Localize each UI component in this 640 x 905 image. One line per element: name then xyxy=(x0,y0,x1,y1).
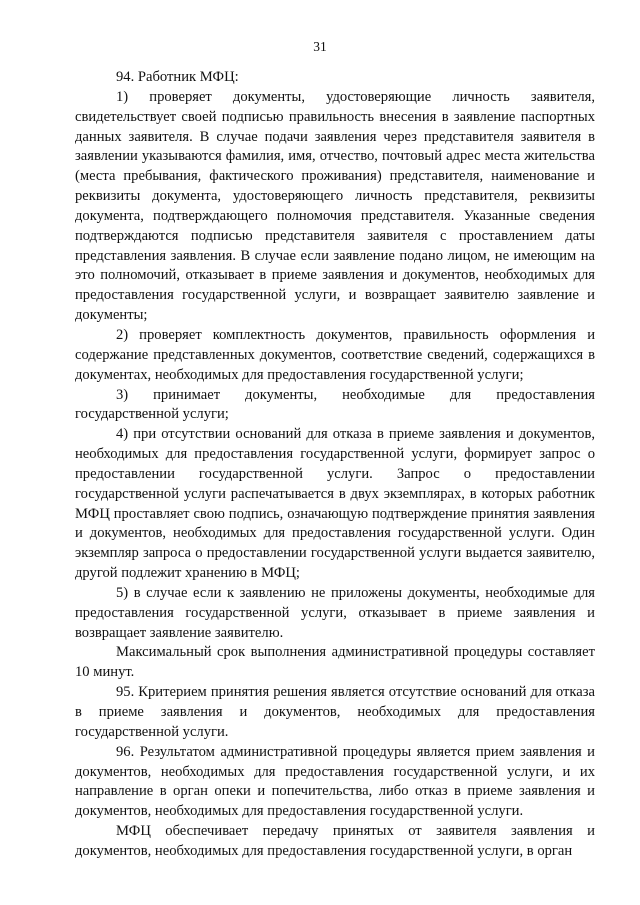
paragraph-item-3: 3) принимает документы, необходимые для предоставления государственной услуги; xyxy=(75,386,595,423)
paragraph-item-4: 4) при отсутствии оснований для отказа в приеме заявления и документов, необходимых для предоставления государственной услуги, формирует запрос о предоставлении государственной услуги. Запрос о предоставлении государственной услуги распечатывается в двух экземплярах, в которых работник МФЦ проставляет свою подпись, означающую подтверждение принятия заявления и документов, необходимых для предоставления государственной услуги. Один экземпляр запроса о предоставлении государственной услуги выдается заявителю, другой подлежит хранению в МФЦ; xyxy=(75,426,595,582)
paragraph-item-2: 2) проверяет комплектность документов, правильность оформления и содержание представленных документов, соответствие сведений, содержащихся в документах, необходимых для предоставления государственной услуги; xyxy=(75,326,595,383)
paragraph-95: 95. Критерием принятия решения является отсутствие оснований для отказа в приеме заявления и документов, необходимых для предоставления государственной услуги. xyxy=(75,684,595,740)
document-body xyxy=(75,68,595,862)
paragraph-max-duration: Максимальный срок выполнения административной процедуры составляет 10 минут. xyxy=(75,644,595,681)
page-number: 31 xyxy=(313,39,327,54)
paragraph-94-heading: 94. Работник МФЦ: xyxy=(116,69,239,85)
paragraph-item-1: 1) проверяет документы, удостоверяющие личность заявителя, свидетельствует своей подписью правильность внесения в заявление паспортных данных заявителя. В случае подачи заявления через представителя заявителя в заявлении указываются фамилия, имя, отчество, почтовый адрес места жительства (места пребывания, фактического проживания) представителя, наименование и реквизиты документа, удостоверяющего личность представителя, реквизиты документа, подтверждающего полномочия представителя. Указанные сведения подтверждаются подписью представителя заявителя с проставлением даты представления заявления. В случае если заявление подано лицом, не имеющим на это полномочий, отказывает в приеме заявления и документов, необходимых для предоставления государственной услуги, и возвращает заявителю заявление и документы; xyxy=(75,88,595,324)
paragraph-96: 96. Результатом административной процедуры является прием заявления и документов, необходимых для предоставления государственной услуги, и их направление в орган опеки и попечительства, либо отказ в приеме заявления и документов, необходимых для предоставления государственной услуги. xyxy=(75,743,595,820)
paragraph-mfc-transfer: МФЦ обеспечивает передачу принятых от заявителя заявления и документов, необходимых для предоставления государственной услуги, в орган xyxy=(75,823,595,859)
paragraph-item-5: 5) в случае если к заявлению не приложены документы, необходимые для предоставления государственной услуги, отказывает в приеме заявления и возвращает заявление заявителю. xyxy=(75,584,595,641)
